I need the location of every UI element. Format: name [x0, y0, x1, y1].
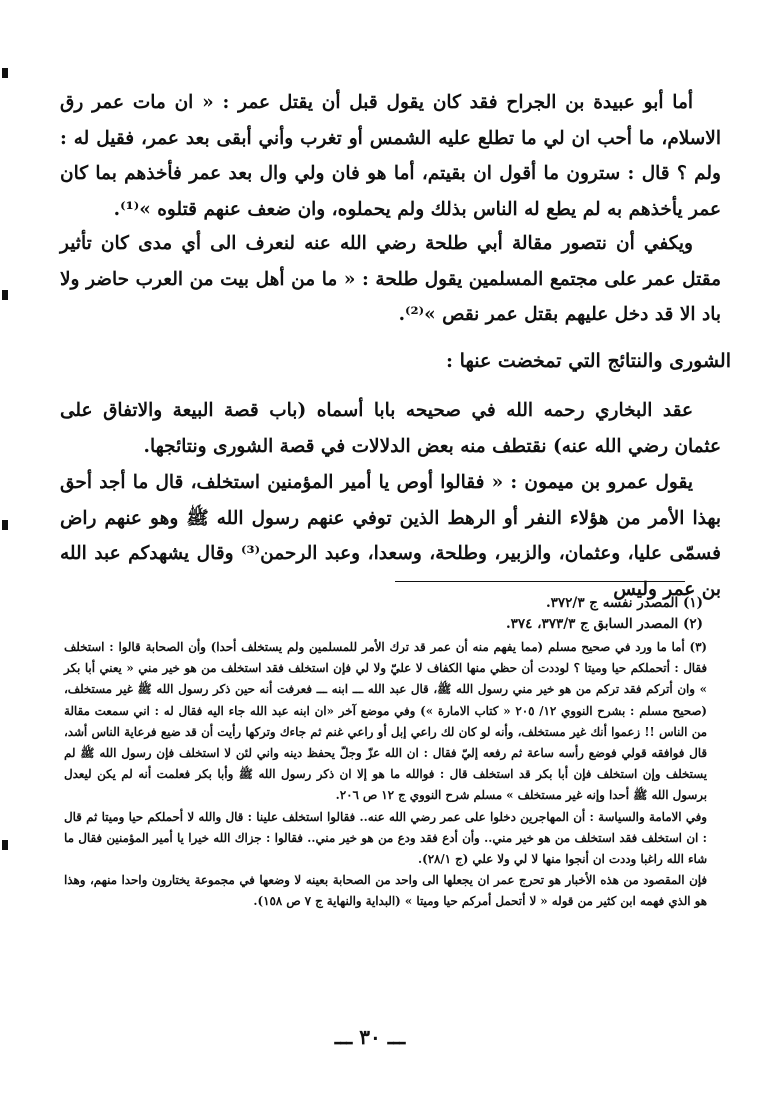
paragraph-bukhari: عقد البخاري رحمه الله في صحيحه بابا أسماه (باب قصة البيعة والاتفاق على عثمان رضي الله عنه) نقتطف منه بعض الدلالات في قصة الشورى ونتائجها.	[60, 400, 721, 457]
margin-mark	[2, 68, 8, 78]
margin-mark	[2, 290, 8, 300]
margin-mark	[2, 520, 8, 530]
paragraph-amr-ibn-maymun: يقول عمرو بن ميمون : « فقالوا أوص يا أمير المؤمنين استخلف، قال ما أجد أحق بهذا الأمر من هؤلاء النفر أو الرهط الذين توفي عنهم رسول الله ﷺ وهو عنهم راض فسمّى عليا، وعثمان، والزبير، وطلحة، وسعدا، وعبد الرحمن⁽³⁾ وقال يشهدكم عبد الله بن عمر وليس	[60, 472, 721, 600]
margin-mark	[2, 840, 8, 850]
paragraph-abu-talha: ويكفي أن نتصور مقالة أبي طلحة رضي الله عنه لنعرف الى أي مدى كان تأثير مقتل عمر على مجتمع المسلمين يقول طلحة : « ما من أهل بيت من العرب حاضر ولا باد الا قد دخل عليهم بقتل عمر نقص »⁽²⁾.	[60, 233, 721, 325]
section-heading: الشورى والنتائج التي تمخضت عنها :	[446, 350, 731, 372]
footnote-divider	[395, 581, 685, 582]
page-number: ـــ ٣٠ ـــ	[334, 1025, 406, 1049]
footnote-1: (١) المصدر نفسه ج ٣٧٢/٣.	[545, 595, 703, 611]
footnote-2: (٢) المصدر السابق ج ٣٧٣/٣، ٣٧٤.	[505, 616, 703, 632]
footnote-3-part-3: فإن المقصود من هذه الأخبار هو تحرج عمر ان يجعلها الى واحد من الصحابة بعينه لا وضعها في مجموعة يختارون واحدا منهم، وهذا هو الذي فهمه ابن كثير من قوله « لا أتحمل أمركم حيا وميتا » (البداية والنهاية ج ٧ ص ١٥٨).	[64, 873, 707, 909]
footnote-3-part-1: (٣) أما ما ورد في صحيح مسلم (مما يفهم منه أن عمر قد ترك الأمر للمسلمين ولم يستخلف أحدا) وأن الصحابة قالوا : استخلف فقال : أتحملكم حيا وميتا ؟ لوددت أن حظي منها الكفاف لا عليّ ولا لي فإن استخلف فقد استخلف من هو خير مني « يعني أبا بكر » وان أتركم فقد تركم من هو خير مني رسول الله ﷺ، قال عبد الله ـــ ابنه ـــ فعرفت أنه حين ذكر رسول الله ﷺ غير مستخلف، (صحيح مسلم : بشرح النووي ١٢/ ٢٠٥ « كتاب الامارة ») وفي موضع آخر «ان ابنه عبد الله جاء اليه فقال له : اني سمعت مقالة من الناس !! زعموا أنك غير مستخلف، وأنه لو كان لك راعي إبل أو راعي غنم ثم جاءك وتركها رأيت أن قد ضيع فرعاية الناس أشد، قال فوافقه قولي فوضع رأسه ساعة ثم رفعه إليّ فقال : ان الله عزّ وجلّ يحفظ دينه واني لئن لا استخلف فإن رسول الله ﷺ لم يستخلف وإن استخلف فإن أبا بكر قد استخلف قال : فوالله ما هو إلا ان ذكر رسول الله ﷺ وأبا بكر فعلمت أنه لم يكن ليعدل برسول الله ﷺ أحدا وإنه غير مستخلف » مسلم شرح النووي ج ١٢ ص ٢٠٦.	[64, 640, 707, 803]
paragraph-abu-ubayda: أما أبو عبيدة بن الجراح فقد كان يقول قبل أن يقتل عمر : « ان مات عمر رق الاسلام، ما أحب ان لي ما تطلع عليه الشمس أو تغرب وأني أبقى بعد عمر، فقيل له : ولم ؟ قال : سترون ما أقول ان بقيتم، أما هو فان ولي وال بعد عمر فأخذهم بما كان عمر يأخذهم به لم يطع له الناس بذلك ولم يحملوه، وان ضعف عنهم قتلوه »⁽¹⁾.	[60, 92, 721, 220]
footnote-3-part-2: وفي الامامة والسياسة : أن المهاجرين دخلوا على عمر رضي الله عنه.. فقالوا استخلف علينا : قال والله لا أحملكم حيا وميتا ثم قال : ان استخلف فقد استخلف من هو خير مني.. وأن أدع فقد ودع من هو خير مني.. فقالوا : جزاك الله خيرا يا أمير المؤمنين فقال ما شاء الله راغبا وددت ان أنجوا منها لا لي ولا علي (ج ٢٨/١).	[64, 809, 707, 867]
footnote-3	[64, 637, 707, 913]
